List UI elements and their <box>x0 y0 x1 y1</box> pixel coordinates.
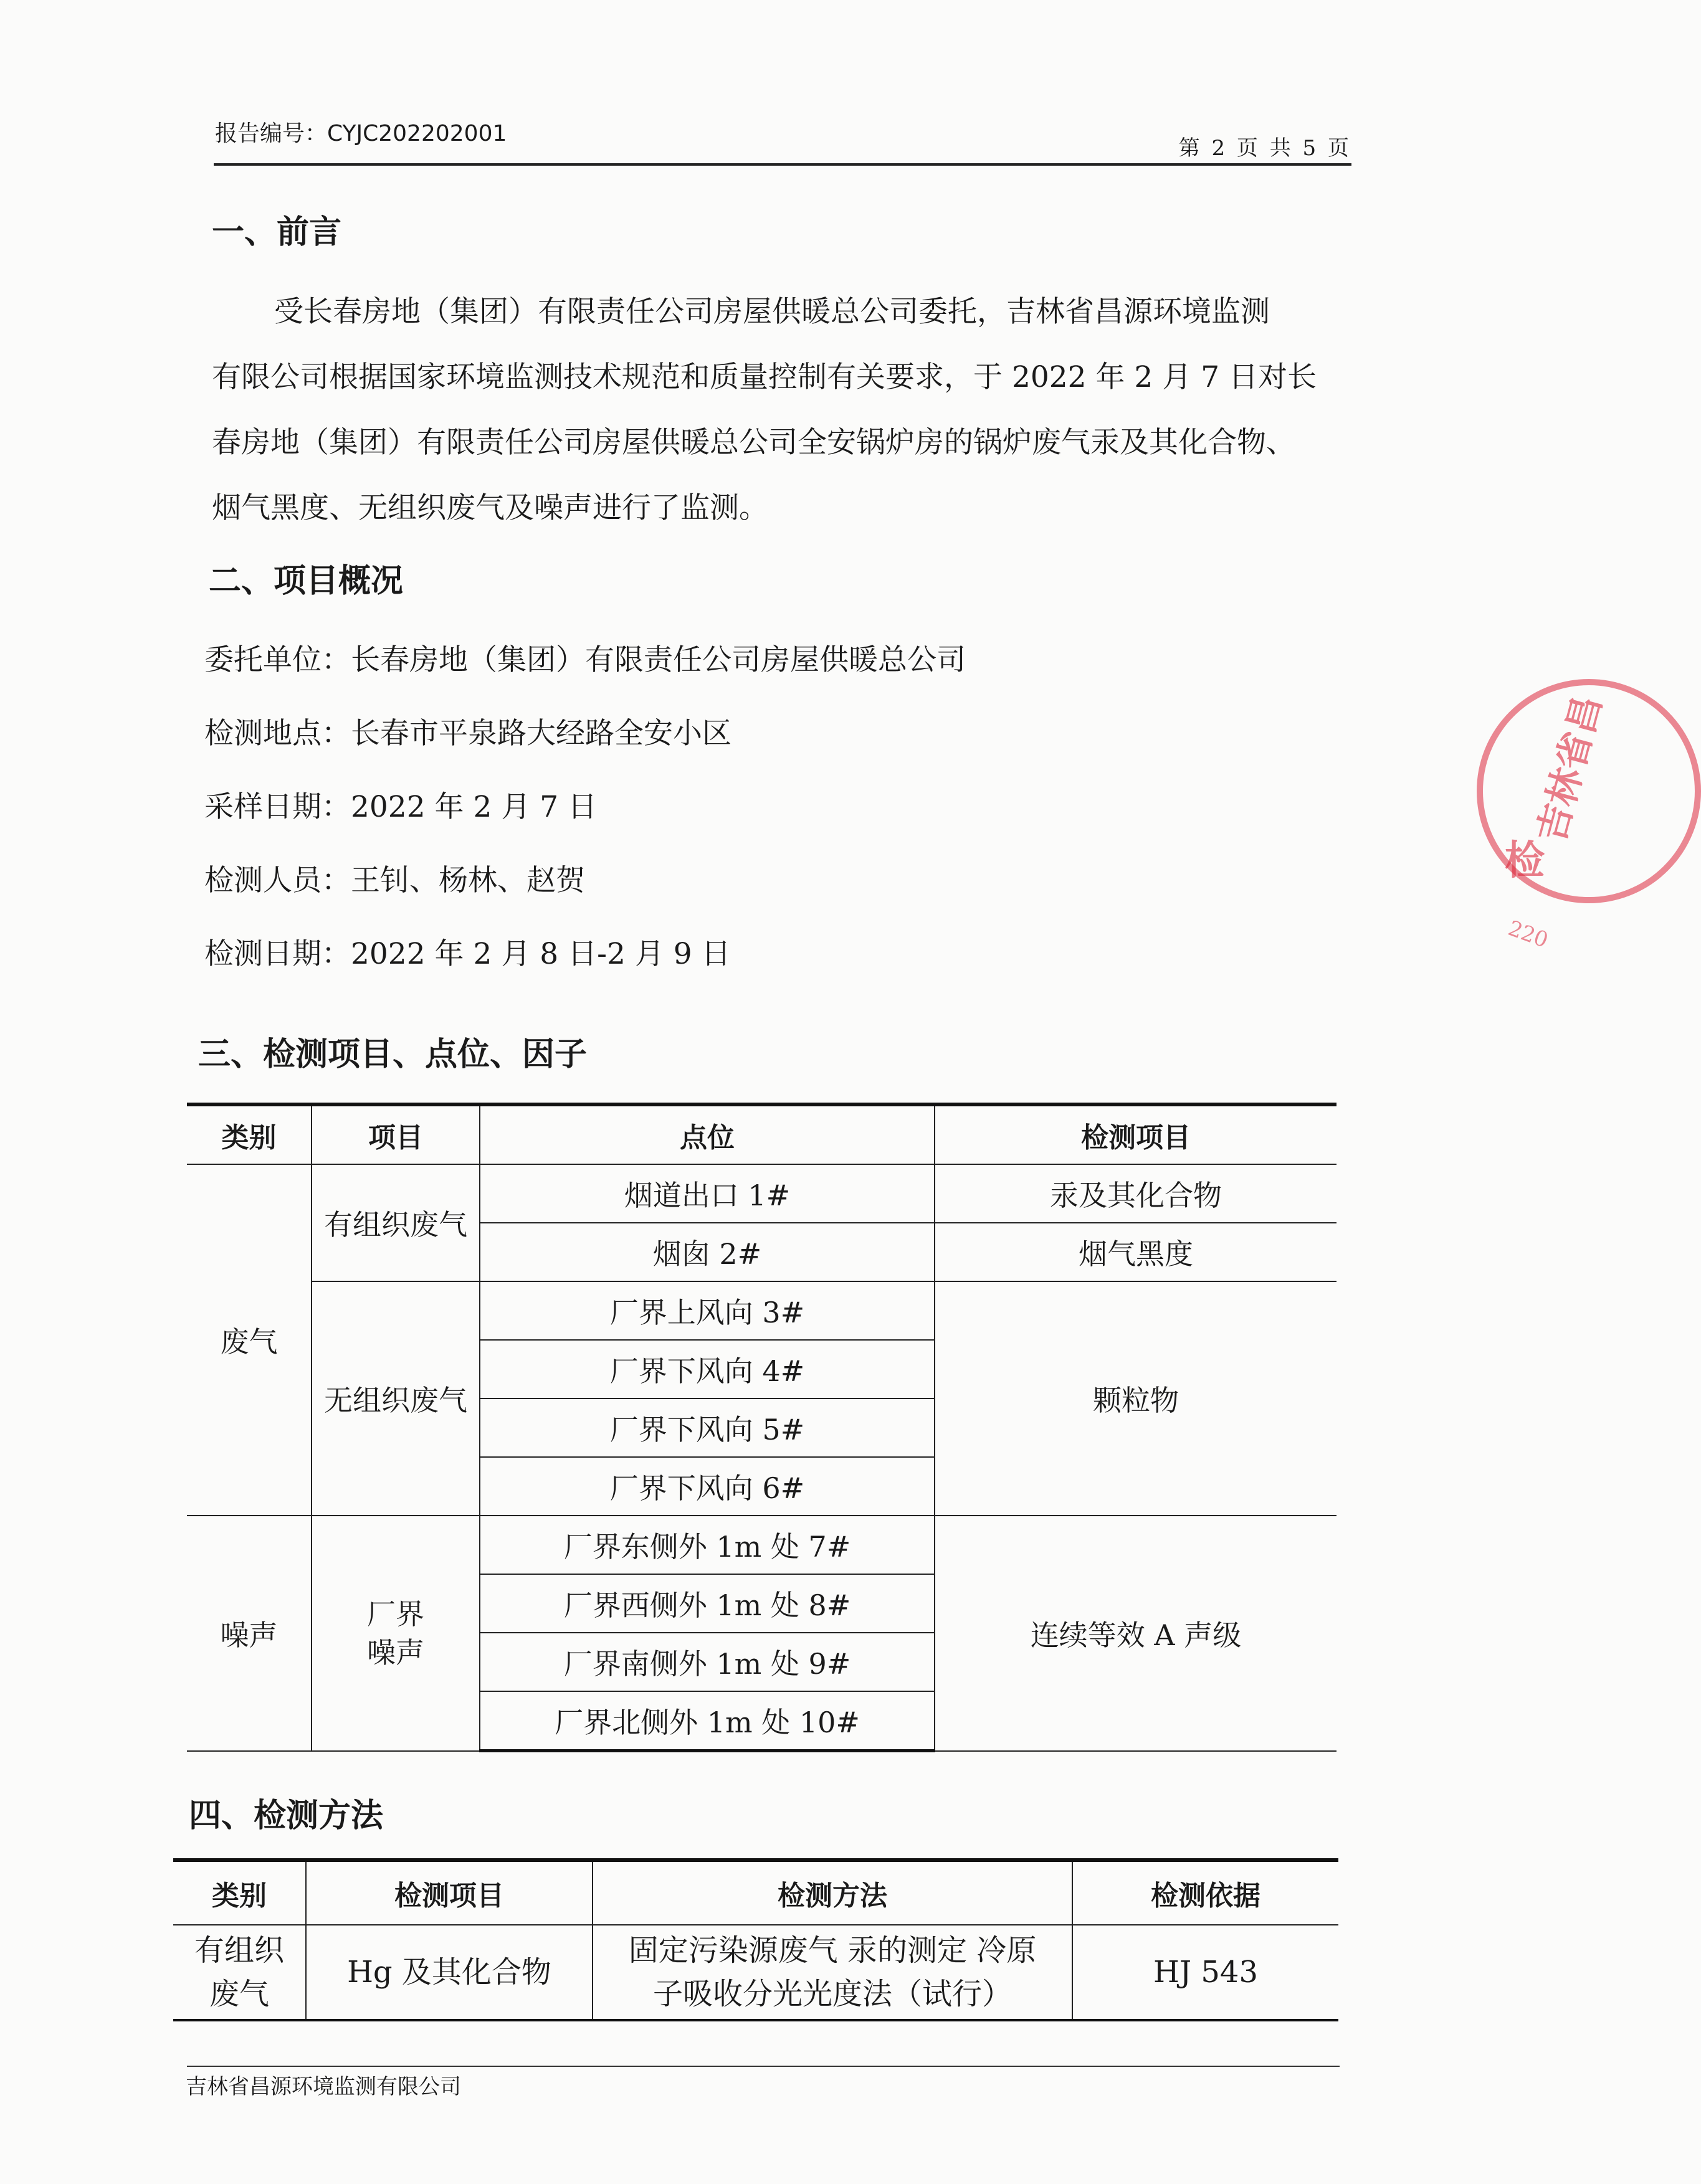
table-header-row <box>173 1860 1338 1925</box>
preface-line: 有限公司根据国家环境监测技术规范和质量控制有关要求，于 2022 年 2 月 7 日对长 <box>212 360 1317 394</box>
page-indicator: 第 2 页 共 5 页 <box>1178 136 1351 161</box>
seal-text: 吉林省昌 <box>1529 691 1611 847</box>
seal-char: 检 <box>1505 837 1545 884</box>
report-number: 报告编号：CYJC202202001 <box>215 121 507 146</box>
table-row <box>173 1925 1338 2020</box>
table-row <box>187 1516 1336 1574</box>
col-header-basis: 检测依据 <box>1072 1860 1338 1925</box>
col-header-project: 项目 <box>312 1104 480 1164</box>
col-header-test-item: 检测项目 <box>935 1104 1336 1164</box>
monitoring-points-table <box>187 1103 1336 1752</box>
col-header-category: 类别 <box>173 1860 306 1925</box>
test-item-cell: 连续等效 A 声级 <box>935 1516 1336 1751</box>
category-noise: 噪声 <box>187 1516 312 1751</box>
preface-line: 受长春房地（集团）有限责任公司房屋供暖总公司委托，吉林省昌源环境监测 <box>274 295 1270 329</box>
point-cell: 烟道出口 1# <box>480 1164 935 1223</box>
footer-company: 吉林省昌源环境监测有限公司 <box>186 2074 461 2099</box>
sampling-date-line: 采样日期：2022 年 2 月 7 日 <box>204 790 598 824</box>
section-title-overview: 二、项目概况 <box>209 563 404 600</box>
method-name-cell: 固定污染源废气 汞的测定 冷原 子吸收分光光度法（试行） <box>593 1925 1072 2020</box>
footer-divider <box>187 2066 1340 2067</box>
header-divider <box>214 163 1351 166</box>
test-item-cell: 颗粒物 <box>935 1281 1336 1516</box>
col-header-test-item: 检测项目 <box>306 1860 593 1925</box>
point-cell: 厂界南侧外 1m 处 9# <box>480 1633 935 1691</box>
section-title-methods: 四、检测方法 <box>189 1797 384 1835</box>
col-header-point: 点位 <box>480 1104 935 1164</box>
personnel-line: 检测人员：王钊、杨林、赵贺 <box>204 863 585 898</box>
table-header-row <box>187 1104 1336 1164</box>
section-title-preface: 一、前言 <box>212 214 342 251</box>
test-item-cell: 汞及其化合物 <box>935 1164 1336 1223</box>
table-row <box>187 1281 1336 1340</box>
preface-line: 烟气黑度、无组织废气及噪声进行了监测。 <box>212 491 768 525</box>
point-cell: 厂界下风向 4# <box>480 1340 935 1398</box>
method-item-cell: Hg 及其化合物 <box>306 1925 593 2020</box>
project-unorganized: 无组织废气 <box>312 1281 480 1516</box>
test-item-cell: 烟气黑度 <box>935 1223 1336 1281</box>
point-cell: 烟囱 2# <box>480 1223 935 1281</box>
preface-line: 春房地（集团）有限责任公司房屋供暖总公司全安锅炉房的锅炉废气汞及其化合物、 <box>212 425 1295 460</box>
method-basis-cell: HJ 543 <box>1072 1925 1338 2020</box>
location-line: 检测地点：长春市平泉路大经路全安小区 <box>204 716 731 751</box>
preface-paragraph <box>212 279 1352 541</box>
client-line: 委托单位：长春房地（集团）有限责任公司房屋供暖总公司 <box>204 643 966 677</box>
method-category-cell: 有组织 废气 <box>173 1925 306 2020</box>
col-header-category: 类别 <box>187 1104 312 1164</box>
seal-number: 220 <box>1505 916 1551 953</box>
point-cell: 厂界上风向 3# <box>480 1281 935 1340</box>
test-date-line: 检测日期：2022 年 2 月 8 日-2 月 9 日 <box>204 937 731 971</box>
project-boundary-noise: 厂界 噪声 <box>312 1516 480 1751</box>
point-cell: 厂界下风向 5# <box>480 1398 935 1457</box>
category-waste-gas: 废气 <box>187 1164 312 1516</box>
col-header-method: 检测方法 <box>593 1860 1072 1925</box>
point-cell: 厂界西侧外 1m 处 8# <box>480 1574 935 1633</box>
point-cell: 厂界北侧外 1m 处 10# <box>480 1691 935 1751</box>
point-cell: 厂界下风向 6# <box>480 1457 935 1516</box>
section-title-items: 三、检测项目、点位、因子 <box>198 1036 588 1073</box>
table-row <box>187 1164 1336 1223</box>
point-cell: 厂界东侧外 1m 处 7# <box>480 1516 935 1574</box>
project-organized: 有组织废气 <box>312 1164 480 1281</box>
methods-table <box>173 1858 1338 2021</box>
